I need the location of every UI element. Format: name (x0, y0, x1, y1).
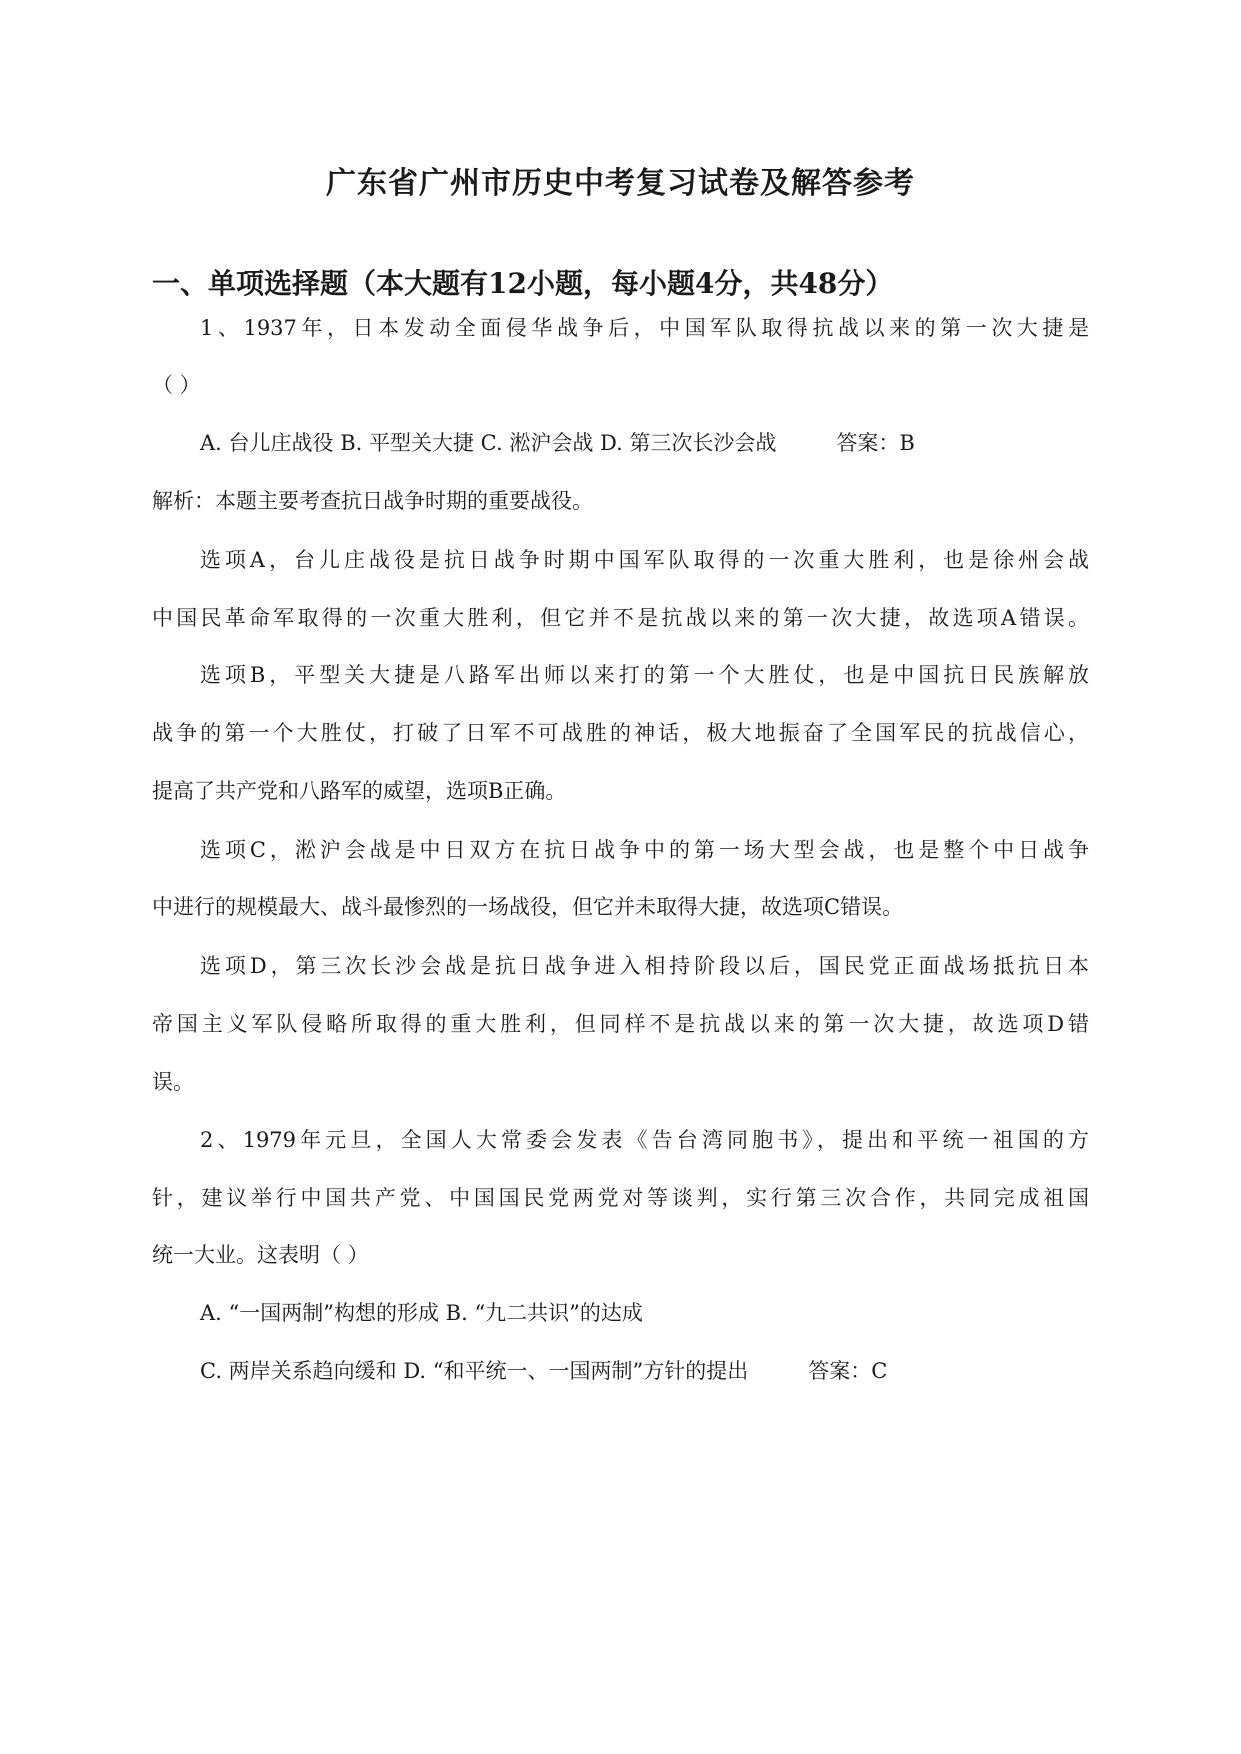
q1-stem-line2: （ ） (152, 373, 201, 397)
q1-option-d-line3: 误。 (152, 1070, 194, 1094)
q2-stem-line1: 2、1979年元旦，全国人大常委会发表《告台湾同胞书》，提出和平统一祖国的方 (200, 1128, 1089, 1152)
section-heading: 一、单项选择题（本大题有12小题，每小题4分，共48分） (152, 267, 894, 300)
document-title: 广东省广州市历史中考复习试卷及解答参考 (326, 166, 915, 201)
q1-option-c-line1: 选项C，淞沪会战是中日双方在抗日战争中的第一场大型会战，也是整个中日战争 (200, 838, 1089, 862)
q2-stem-line2: 针，建议举行中国共产党、中国国民党两党对等谈判，实行第三次合作，共同完成祖国 (152, 1186, 1089, 1210)
q1-options-row (200, 428, 915, 458)
q1-option-a-line2: 中国民革命军取得的一次重大胜利，但它并不是抗战以来的第一次大捷，故选项A错误。 (152, 606, 1089, 630)
q1-answer: 答案：B (836, 431, 915, 455)
q2-options-line1: A. “一国两制”构想的形成 B. “九二共识”的达成 (200, 1301, 643, 1325)
q1-option-d-line2: 帝国主义军队侵略所取得的重大胜利，但同样不是抗战以来的第一次大捷，故选项D错 (152, 1012, 1089, 1036)
q1-option-a-line1: 选项A，台儿庄战役是抗日战争时期中国军队取得的一次重大胜利，也是徐州会战 (200, 548, 1089, 572)
q2-stem-line3: 统一大业。这表明（ ） (152, 1243, 369, 1267)
q1-option-b-line3: 提高了共产党和八路军的威望，选项B正确。 (152, 779, 567, 803)
q2-answer: 答案：C (808, 1359, 888, 1383)
q2-options-line2: C. 两岸关系趋向缓和 D. “和平统一、一国两制”方针的提出 (200, 1359, 749, 1383)
q1-option-b-line1: 选项B，平型关大捷是八路军出师以来打的第一个大胜仗，也是中国抗日民族解放 (200, 663, 1089, 687)
q2-options-row2 (200, 1356, 887, 1386)
q1-options: A. 台儿庄战役 B. 平型关大捷 C. 淞沪会战 D. 第三次长沙会战 (200, 431, 777, 455)
q1-analysis-intro: 解析：本题主要考查抗日战争时期的重要战役。 (152, 489, 593, 513)
q1-stem-line1: 1、1937年，日本发动全面侵华战争后，中国军队取得抗战以来的第一次大捷是 (200, 316, 1089, 340)
q1-option-b-line2: 战争的第一个大胜仗，打破了日军不可战胜的神话，极大地振奋了全国军民的抗战信心， (152, 721, 1089, 745)
q1-option-c-line2: 中进行的规模最大、战斗最惨烈的一场战役，但它并未取得大捷，故选项C错误。 (152, 895, 904, 919)
q1-option-d-line1: 选项D，第三次长沙会战是抗日战争进入相持阶段以后，国民党正面战场抵抗日本 (200, 954, 1089, 978)
